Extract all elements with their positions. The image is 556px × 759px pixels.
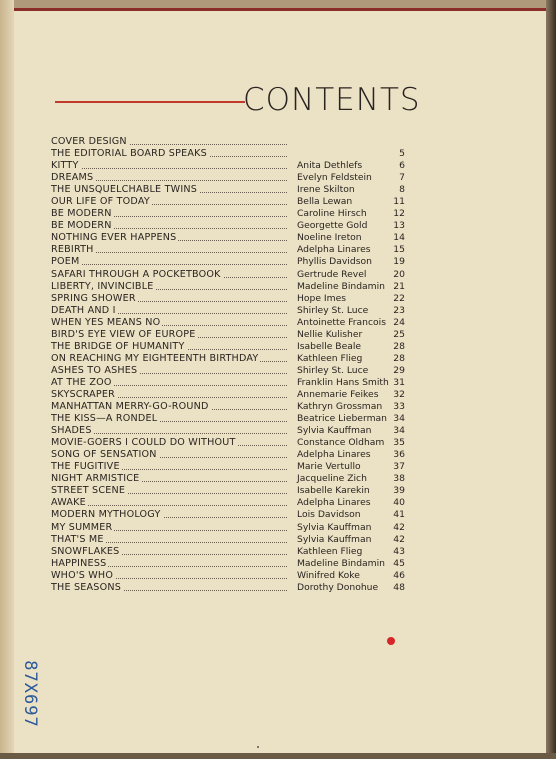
entry-author: Adelpha Linares <box>297 449 371 461</box>
entry-author: Winifred Koke <box>297 569 360 581</box>
toc-entry <box>51 522 411 534</box>
entry-title: AWAKE <box>51 497 86 509</box>
toc-entry <box>51 534 411 546</box>
entry-page: 21 <box>393 280 405 292</box>
toc-entry <box>51 389 411 401</box>
entry-title: SKYSCRAPER <box>51 388 116 400</box>
entry-author: Sylvia Kauffman <box>297 521 372 533</box>
entry-page: 33 <box>393 401 405 413</box>
entry-title: REBIRTH <box>51 244 94 256</box>
entry-page: 25 <box>393 328 405 340</box>
entry-page: 19 <box>393 256 405 268</box>
paper-speck <box>257 746 259 748</box>
entry-author: Adelpha Linares <box>297 497 371 509</box>
entry-page: 15 <box>393 244 405 256</box>
toc-entry <box>51 317 411 329</box>
title-red-rule <box>55 101 245 103</box>
entry-title: SNOWFLAKES <box>51 545 120 557</box>
toc-entry <box>51 160 411 172</box>
table-of-contents <box>51 136 411 594</box>
entry-title: THAT'S ME <box>51 533 104 545</box>
page-bottom-edge <box>0 753 556 759</box>
entry-page: 48 <box>393 581 405 593</box>
entry-page: 45 <box>393 557 405 569</box>
entry-title: THE BRIDGE OF HUMANITY <box>51 340 185 352</box>
entry-author: Constance Oldham <box>297 437 385 449</box>
entry-author: Caroline Hirsch <box>297 208 367 220</box>
entry-page: 35 <box>393 437 405 449</box>
entry-title: POEM <box>51 256 80 268</box>
entry-page: 41 <box>393 509 405 521</box>
entry-page: 36 <box>393 449 405 461</box>
entry-author: Georgette Gold <box>297 220 368 232</box>
toc-entry <box>51 449 411 461</box>
toc-entry <box>51 570 411 582</box>
entry-title: STREET SCENE <box>51 485 126 497</box>
entry-page: 43 <box>393 545 405 557</box>
catalog-stamp-text: 87X697 <box>20 660 40 728</box>
toc-entry <box>51 281 411 293</box>
entry-page: 14 <box>393 232 405 244</box>
entry-title: ON REACHING MY EIGHTEENTH BIRTHDAY <box>51 352 259 364</box>
toc-entry <box>51 546 411 558</box>
entry-title: BE MODERN <box>51 208 112 220</box>
toc-entry <box>51 232 411 244</box>
entry-page: 40 <box>393 497 405 509</box>
entry-title: THE KISS—A RONDEL <box>51 413 158 425</box>
entry-author: Dorothy Donohue <box>297 581 379 593</box>
page-title: CONTENTS <box>243 82 421 118</box>
entry-title: DREAMS <box>51 172 94 184</box>
entry-title: LIBERTY, INVINCIBLE <box>51 280 154 292</box>
entry-author: Bella Lewan <box>297 196 353 208</box>
entry-author: Noeline Ireton <box>297 232 362 244</box>
toc-entry <box>51 329 411 341</box>
toc-entry <box>51 473 411 485</box>
toc-entry <box>51 148 411 160</box>
toc-entry <box>51 172 411 184</box>
toc-entry <box>51 196 411 208</box>
entry-title: MODERN MYTHOLOGY <box>51 509 161 521</box>
page-left-edge <box>0 0 14 759</box>
entry-author: Shirley St. Luce <box>297 304 369 316</box>
toc-entry <box>51 461 411 473</box>
entry-title: BIRD'S EYE VIEW OF EUROPE <box>51 328 196 340</box>
entry-page: 42 <box>393 521 405 533</box>
entry-title: HAPPINESS <box>51 557 107 569</box>
toc-entry <box>51 184 411 196</box>
entry-title: SAFARI THROUGH A POCKETBOOK <box>51 268 221 280</box>
toc-entry <box>51 437 411 449</box>
toc-entry <box>51 353 411 365</box>
entry-author: Evelyn Feldstein <box>297 172 372 184</box>
entry-page: 6 <box>399 160 405 172</box>
entry-page: 22 <box>393 292 405 304</box>
toc-entry <box>51 497 411 509</box>
entry-author: Annemarie Feikes <box>297 388 379 400</box>
toc-entry <box>51 425 411 437</box>
entry-title: ASHES TO ASHES <box>51 364 138 376</box>
entry-page: 39 <box>393 485 405 497</box>
entry-page: 31 <box>393 376 405 388</box>
toc-entry <box>51 269 411 281</box>
entry-title: THE UNSQUELCHABLE TWINS <box>51 184 198 196</box>
entry-page: 13 <box>393 220 405 232</box>
red-top-border <box>0 8 556 11</box>
entry-page: 23 <box>393 304 405 316</box>
toc-entry <box>51 208 411 220</box>
entry-author: Kathleen Flieg <box>297 352 363 364</box>
toc-entry <box>51 293 411 305</box>
toc-entry <box>51 136 411 148</box>
toc-entry <box>51 305 411 317</box>
entry-author: Shirley St. Luce <box>297 364 369 376</box>
page-right-edge <box>546 0 556 759</box>
entry-title: MANHATTAN MERRY-GO-ROUND <box>51 401 209 413</box>
entry-page: 37 <box>393 461 405 473</box>
toc-entry <box>51 256 411 268</box>
toc-entry <box>51 220 411 232</box>
entry-author: Franklin Hans Smith <box>297 376 389 388</box>
entry-page: 5 <box>399 148 405 160</box>
entry-author: Sylvia Kauffman <box>297 425 372 437</box>
entry-author: Isabelle Beale <box>297 340 362 352</box>
entry-title: NIGHT ARMISTICE <box>51 473 140 485</box>
entry-page: 32 <box>393 388 405 400</box>
entry-page: 29 <box>393 364 405 376</box>
red-dot-mark <box>387 637 395 645</box>
entry-author: Madeline Bindamin <box>297 280 386 292</box>
entry-page: 12 <box>393 208 405 220</box>
toc-entry <box>51 582 411 594</box>
entry-author: Madeline Bindamin <box>297 557 386 569</box>
entry-page: 46 <box>393 569 405 581</box>
entry-title: NOTHING EVER HAPPENS <box>51 232 177 244</box>
entry-author: Irene Skilton <box>297 184 355 196</box>
entry-page: 34 <box>393 413 405 425</box>
entry-page: 7 <box>399 172 405 184</box>
entry-page: 20 <box>393 268 405 280</box>
entry-author: Antoinette Francois <box>297 316 386 328</box>
entry-author: Jacqueline Zich <box>297 473 367 485</box>
entry-page: 8 <box>399 184 405 196</box>
toc-entry <box>51 377 411 389</box>
entry-author: Lois Davidson <box>297 509 361 521</box>
entry-title: BE MODERN <box>51 220 112 232</box>
entry-author: Adelpha Linares <box>297 244 371 256</box>
entry-page: 28 <box>393 340 405 352</box>
entry-title: KITTY <box>51 160 79 172</box>
entry-author: Anita Dethlefs <box>297 160 363 172</box>
toc-entry <box>51 401 411 413</box>
entry-title: THE FUGITIVE <box>51 461 120 473</box>
entry-title: WHEN YES MEANS NO <box>51 316 161 328</box>
entry-title: SHADES <box>51 425 92 437</box>
toc-entry <box>51 413 411 425</box>
entry-author: Nellie Kulisher <box>297 328 363 340</box>
entry-author: Marie Vertullo <box>297 461 361 473</box>
entry-page: 42 <box>393 533 405 545</box>
entry-title: SONG OF SENSATION <box>51 449 157 461</box>
entry-page: 11 <box>393 196 405 208</box>
entry-title: WHO'S WHO <box>51 569 114 581</box>
entry-author: Phyllis Davidson <box>297 256 372 268</box>
toc-entry <box>51 509 411 521</box>
catalog-stamp <box>18 644 42 744</box>
entry-title: OUR LIFE OF TODAY <box>51 196 150 208</box>
entry-author: Kathleen Flieg <box>297 545 363 557</box>
entry-page: 38 <box>393 473 405 485</box>
entry-title: MY SUMMER <box>51 521 113 533</box>
entry-title: SPRING SHOWER <box>51 292 136 304</box>
entry-author: Kathryn Grossman <box>297 401 383 413</box>
entry-title: DEATH AND I <box>51 304 116 316</box>
entry-page: 28 <box>393 352 405 364</box>
toc-entry <box>51 485 411 497</box>
dot-leader <box>51 264 287 265</box>
entry-author: Sylvia Kauffman <box>297 533 372 545</box>
toc-entry <box>51 558 411 570</box>
entry-page: 24 <box>393 316 405 328</box>
entry-author: Isabelle Karekin <box>297 485 370 497</box>
entry-author: Beatrice Lieberman <box>297 413 387 425</box>
entry-page: 34 <box>393 425 405 437</box>
entry-title: THE EDITORIAL BOARD SPEAKS <box>51 148 207 160</box>
entry-author: Hope Imes <box>297 292 347 304</box>
entry-author: Gertrude Revel <box>297 268 367 280</box>
entry-title: COVER DESIGN <box>51 136 127 147</box>
entry-title: MOVIE-GOERS I COULD DO WITHOUT <box>51 437 236 449</box>
toc-entry <box>51 244 411 256</box>
entry-title: THE SEASONS <box>51 581 122 593</box>
toc-entry <box>51 341 411 353</box>
toc-entry <box>51 365 411 377</box>
dot-leader <box>51 168 287 169</box>
entry-title: AT THE ZOO <box>51 376 112 388</box>
